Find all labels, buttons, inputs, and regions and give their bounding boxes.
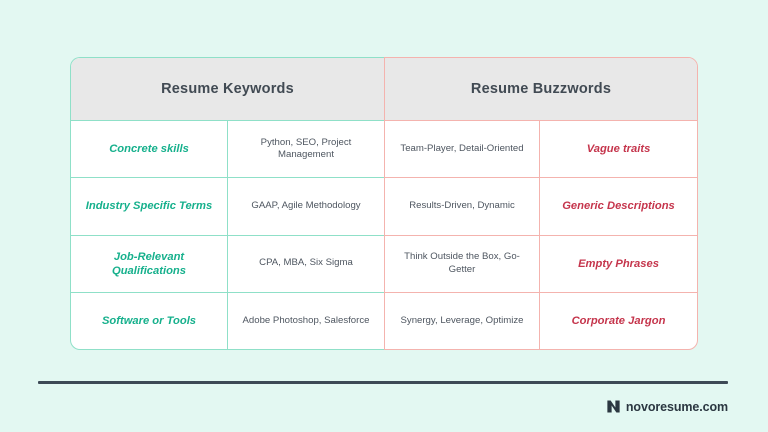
resume-buzzwords-header: [385, 58, 697, 121]
keyword-category-label: Software or Tools: [101, 314, 197, 327]
table-row: [385, 292, 697, 349]
buzzword-examples-cell: [385, 178, 540, 234]
buzzword-category-label: Vague traits: [586, 143, 651, 156]
table-row: [385, 121, 697, 177]
buzzword-category-cell: [540, 178, 697, 234]
keyword-examples-cell: [228, 178, 384, 234]
keyword-examples-text: CPA, MBA, Six Sigma: [259, 257, 353, 269]
resume-keywords-header: [71, 58, 384, 121]
brand-name: novoresume.com: [625, 399, 728, 414]
keyword-examples-text: Adobe Photoshop, Salesforce: [242, 314, 370, 326]
novoresume-n-mark-icon: [606, 399, 621, 414]
buzzword-category-label: Corporate Jargon: [571, 314, 666, 327]
resume-buzzwords-panel: [384, 57, 698, 350]
buzzword-examples-text: Results-Driven, Dynamic: [409, 200, 515, 212]
table-row: [385, 177, 697, 234]
buzzword-examples-cell: [385, 121, 540, 177]
keyword-category-cell: [71, 236, 228, 292]
buzzword-examples-cell: [385, 293, 540, 349]
keyword-category-cell: [71, 293, 228, 349]
resume-buzzwords-rows: [385, 121, 697, 349]
table-row: [71, 121, 384, 177]
keyword-category-cell: [71, 121, 228, 177]
keyword-category-label: Concrete skills: [109, 143, 189, 156]
keyword-examples-text: GAAP, Agile Methodology: [251, 200, 361, 212]
keyword-category-label: Job-Relevant Qualifications: [112, 250, 186, 277]
buzzword-category-label: Generic Descriptions: [562, 200, 675, 213]
keyword-examples-cell: [228, 121, 384, 177]
buzzword-category-cell: [540, 236, 697, 292]
buzzword-examples-text: Team-Player, Detail-Oriented: [400, 142, 524, 154]
table-row: [71, 235, 384, 292]
resume-keywords-rows: [71, 121, 384, 349]
keyword-category-label: Industry Specific Terms: [85, 200, 213, 213]
keyword-examples-cell: [228, 293, 384, 349]
resume-keywords-title: Resume Keywords: [161, 81, 294, 97]
table-row: [385, 235, 697, 292]
keywords-vs-buzzwords-comparison: [70, 57, 698, 350]
table-row: [71, 177, 384, 234]
keyword-examples-text: Python, SEO, Project Management: [260, 136, 352, 161]
footer-branding: [606, 399, 728, 414]
buzzword-examples-cell: [385, 236, 540, 292]
buzzword-category-cell: [540, 121, 697, 177]
footer-divider: [38, 381, 728, 384]
table-row: [71, 292, 384, 349]
keyword-examples-cell: [228, 236, 384, 292]
buzzword-category-cell: [540, 293, 697, 349]
buzzword-examples-text: Synergy, Leverage, Optimize: [400, 314, 524, 326]
buzzword-category-label: Empty Phrases: [578, 257, 659, 270]
keyword-category-cell: [71, 178, 228, 234]
resume-buzzwords-title: Resume Buzzwords: [470, 81, 612, 97]
buzzword-examples-text: Think Outside the Box, Go-Getter: [404, 251, 520, 275]
resume-keywords-panel: [70, 57, 384, 350]
